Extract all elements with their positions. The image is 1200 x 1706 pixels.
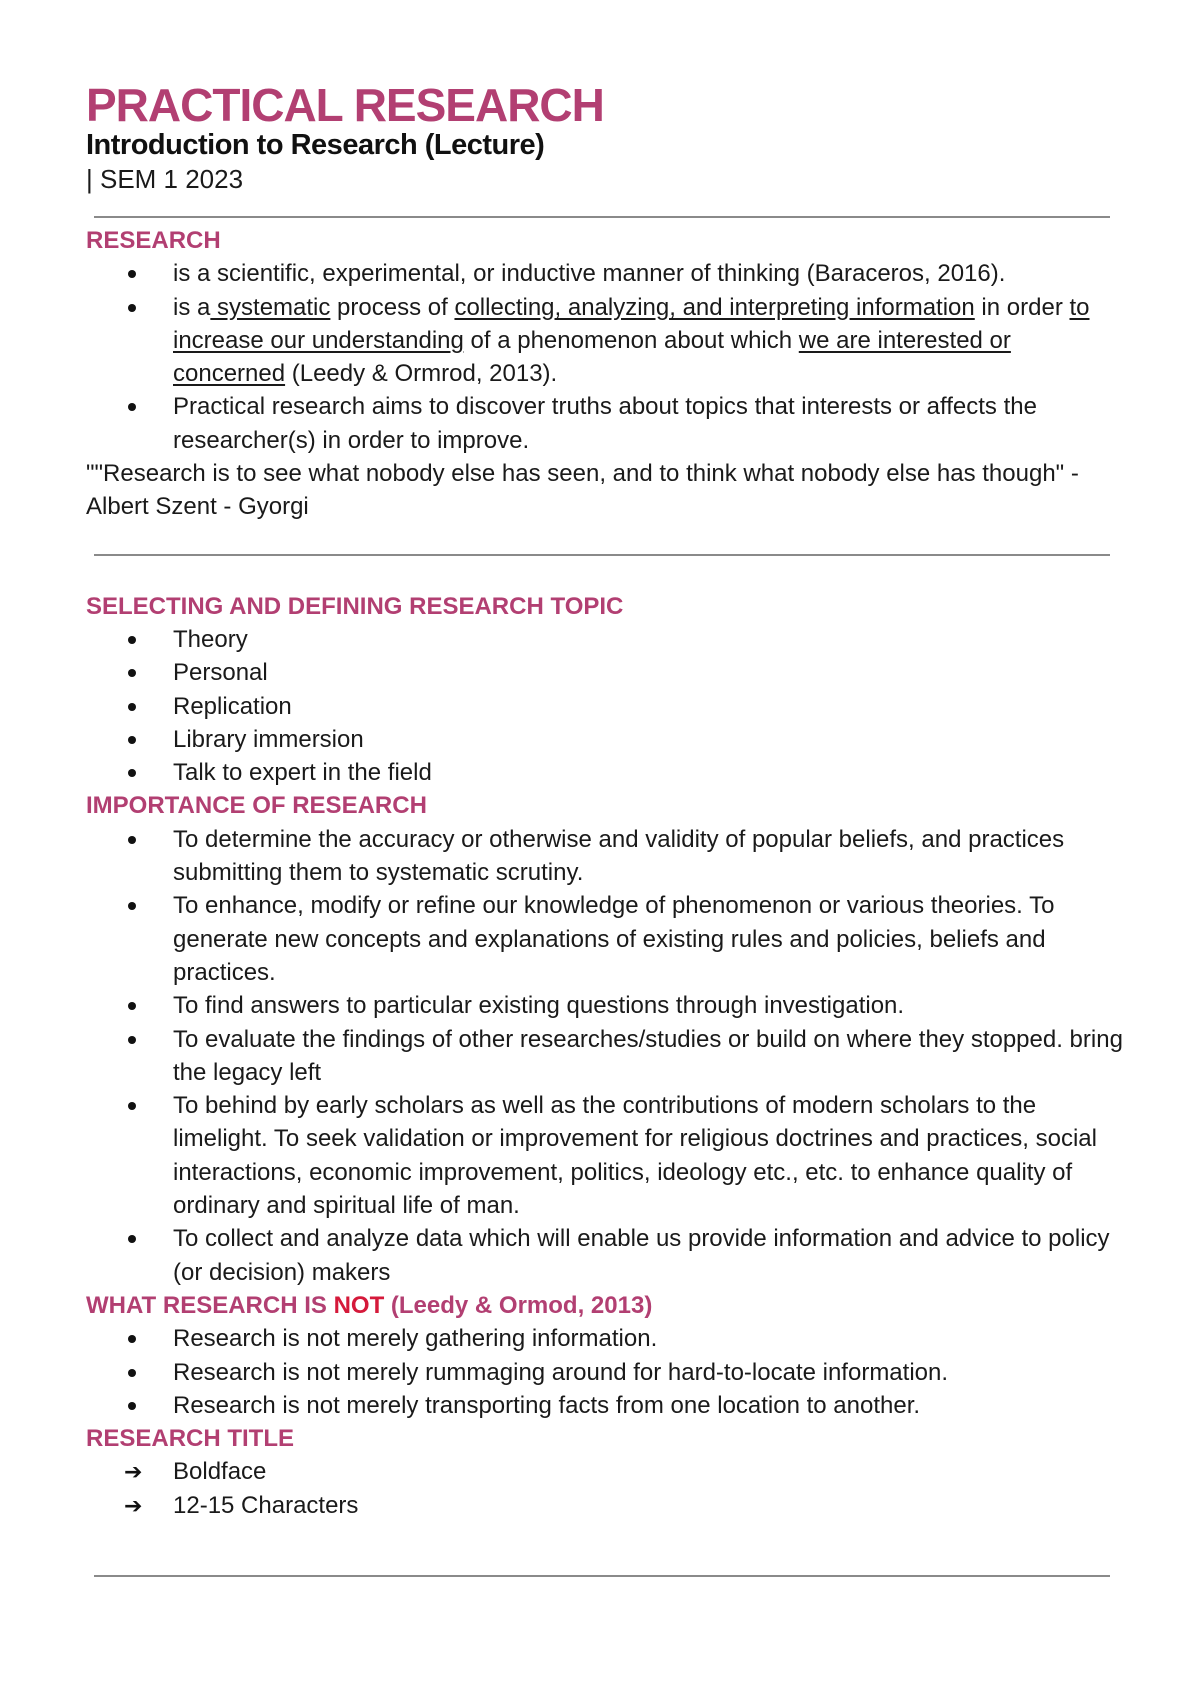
list-item: Talk to expert in the field [173,756,1126,789]
divider-bottom [94,1575,1110,1577]
bullet-icon [128,769,136,777]
importance-heading: IMPORTANCE OF RESEARCH [86,792,427,820]
research-heading: RESEARCH [86,227,221,254]
selecting-topic-section [86,590,1126,790]
underlined-text: systematic [210,293,331,321]
document-title: PRACTICAL RESEARCH [86,79,604,131]
research-title-heading: RESEARCH TITLE [86,1425,295,1453]
bullet-icon [128,1335,136,1343]
semester-label: | SEM 1 2023 [86,164,244,194]
list-item: To determine the accuracy or otherwise and validity of popular beliefs, and practices submitting them to systematic scrutiny. [173,823,1126,890]
bullet-icon [128,1036,136,1044]
research-list [86,257,1126,457]
underlined-text: we are interested or concerned [173,326,1011,388]
list-item: ➔ 12-15 Characters [173,1489,1126,1522]
research-title-list [86,1455,1126,1522]
list-item: Research is not merely transporting facts from one location to another. [173,1389,1126,1422]
list-item: is a systematic process of collecting, analyzing, and interpreting information in order to increase our understanding of a phenomenon about which we are interested or concerned (Leedy & Ormrod, 2013). [173,291,1126,391]
section-gap [86,524,1126,590]
list-item: To enhance, modify or refine our knowledge of phenomenon or various theories. To generate new concepts and explanations of existing rules and policies, beliefs and practices. [173,889,1126,989]
list-item: Practical research aims to discover truths about topics that interests or affects the researcher(s) in order to improve. [173,390,1126,457]
underlined-text: collecting, analyzing, and interpreting information [454,293,975,321]
list-item: To find answers to particular existing questions through investigation. [173,989,1126,1022]
list-item: ➔ Boldface [173,1455,1126,1488]
list-item: To collect and analyze data which will enable us provide information and advice to policy (or decision) makers [173,1222,1126,1289]
bullet-icon [128,1102,136,1110]
bullet-icon [128,736,136,744]
list-item: Library immersion [173,723,1126,756]
document-body [86,224,1126,1522]
document-subtitle: Introduction to Research (Lecture) [86,129,545,161]
divider-middle [94,554,1110,556]
list-item: To behind by early scholars as well as the contributions of modern scholars to the limelight. To seek validation or improvement for religious doctrines and practices, social interactions, economic improvement, politics, ideology etc., etc. to enhance quality of ordinary and spiritual life of man. [173,1089,1126,1222]
not-emphasis: NOT [333,1291,385,1319]
bullet-icon [128,703,136,711]
bullet-icon [128,836,136,844]
bullet-icon [128,1002,136,1010]
list-item: Research is not merely rummaging around for hard-to-locate information. [173,1356,1126,1389]
bullet-icon [128,304,136,312]
importance-list [86,823,1126,1289]
research-is-not-heading: WHAT RESEARCH IS NOT (Leedy & Ormod, 2013) [86,1291,653,1319]
bullet-icon [128,1235,136,1243]
arrow-right-icon: ➔ [124,1459,143,1485]
bullet-icon [128,403,136,411]
list-item: To evaluate the findings of other researches/studies or build on where they stopped. bring the legacy left [173,1023,1126,1090]
selecting-topic-heading: SELECTING AND DEFINING RESEARCH TOPIC [86,592,624,620]
list-item: Replication [173,690,1126,723]
selecting-topic-list [86,623,1126,789]
bullet-icon [128,669,136,677]
list-item: Personal [173,656,1126,689]
list-item: Theory [173,623,1126,656]
research-is-not-section [86,1289,1126,1422]
bullet-icon [128,1369,136,1377]
quote-text: ""Research is to see what nobody else has seen, and to think what nobody else has though" - Albert Szent - Gyorgi [86,460,1079,521]
research-section [86,224,1126,524]
bullet-icon [128,1402,136,1410]
research-title-section [86,1422,1126,1522]
research-is-not-list [86,1322,1126,1422]
underlined-text: to increase our understanding [173,293,1090,354]
bullet-icon [128,636,136,644]
arrow-right-icon: ➔ [124,1492,143,1518]
list-item: Research is not merely gathering information. [173,1322,1126,1355]
bullet-icon [128,270,136,278]
list-item: is a scientific, experimental, or inductive manner of thinking (Baraceros, 2016). [173,257,1126,290]
importance-section [86,789,1126,1288]
bullet-icon [128,902,136,910]
divider-top [94,216,1110,218]
